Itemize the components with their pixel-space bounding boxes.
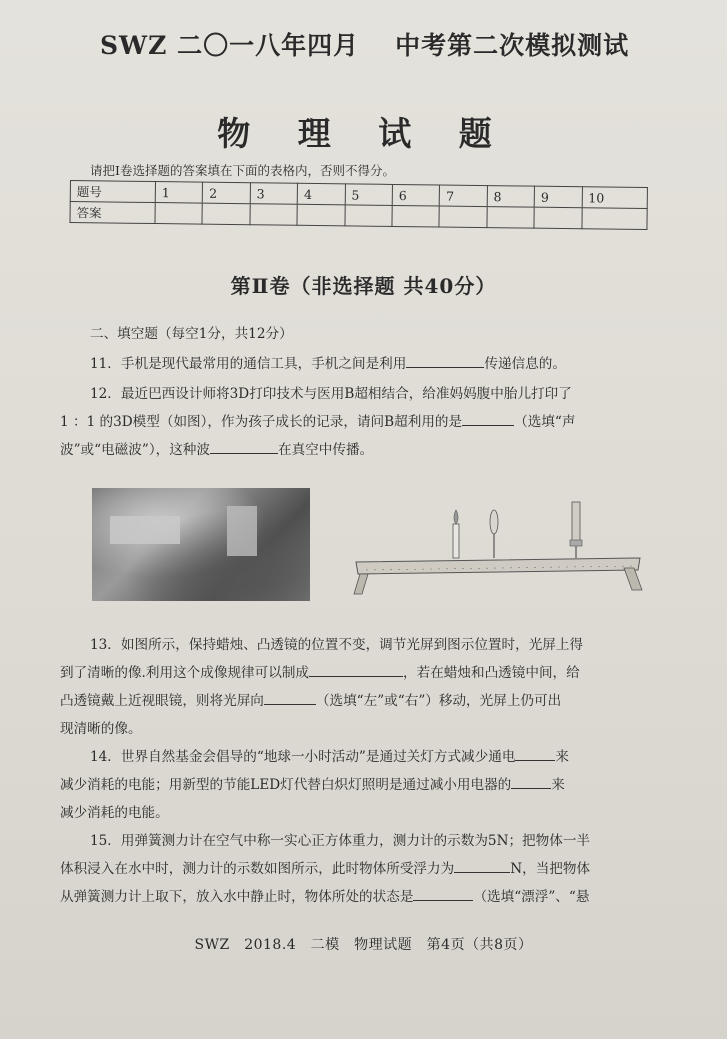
- answer-cell[interactable]: [581, 208, 647, 230]
- question-number-cell: 4: [297, 183, 345, 205]
- blank-15a[interactable]: [454, 860, 510, 873]
- 3d-model-photo: [92, 488, 310, 601]
- section-title: 第Ⅱ卷（非选择题 共40分）: [230, 274, 497, 298]
- row-label-number: 题号: [70, 181, 155, 203]
- answer-cell[interactable]: [250, 204, 298, 226]
- answer-table: [69, 180, 647, 230]
- optical-bench-figure: [352, 500, 644, 600]
- question-14-line2: 减少消耗的电能；用新型的节能LED灯代替白炽灯照明是通过减小用电器的 来: [60, 777, 565, 793]
- blank-13a[interactable]: [309, 664, 403, 677]
- header-left: SWZ 二〇一八年四月: [100, 31, 360, 60]
- question-number-cell: 5: [345, 184, 393, 206]
- question-13-line2: 到了清晰的像.利用这个成像规律可以制成 ，若在蜡烛和凸透镜中间，给: [60, 665, 580, 681]
- page-title: 物 理 试 题: [217, 114, 510, 153]
- question-15-line1: 15．用弹簧测力计在空气中称一实心正方体重力，测力计的示数为5N；把物体一半: [90, 833, 591, 849]
- row-label-answer: 答案: [70, 202, 155, 224]
- question-number-cell: 7: [440, 185, 488, 207]
- answer-cell[interactable]: [155, 203, 203, 225]
- question-15-line2: 体积浸入在水中时，测力计的示数如图所示，此时物体所受浮力为 N，当把物体: [60, 861, 591, 877]
- answer-cell[interactable]: [345, 205, 393, 227]
- blank-14b[interactable]: [511, 776, 551, 789]
- answer-cell[interactable]: [392, 205, 440, 227]
- question-number-cell: 2: [203, 182, 251, 204]
- blank-12a[interactable]: [462, 413, 514, 426]
- question-13-line1: 13．如图所示，保持蜡烛、凸透镜的位置不变，调节光屏到图示位置时，光屏上得: [90, 637, 584, 653]
- answer-cell[interactable]: [439, 206, 487, 228]
- question-12-line1: 12．最近巴西设计师将3D打印技术与医用B超相结合，给准妈妈腹中胎儿打印了: [90, 386, 572, 402]
- question-number-cell: 1: [155, 182, 203, 204]
- question-14-line1: 14．世界自然基金会倡导的“地球一小时活动”是通过关灯方式减少通电 来: [90, 749, 570, 765]
- question-number-cell: 6: [392, 184, 440, 206]
- answer-cell[interactable]: [534, 207, 582, 229]
- question-11: 11．手机是现代最常用的通信工具，手机之间是利用 传递信息的。: [90, 356, 566, 372]
- question-12-line2: 1 ：1 的3D模型（如图），作为孩子成长的记录，请问B超利用的是 （选填“声: [60, 414, 576, 430]
- page-footer: SWZ 2018.4 二模 物理试题 第4页（共8页）: [194, 937, 533, 953]
- question-13-line3: 凸透镜戴上近视眼镜，则将光屏向 （选填“左”或“右”）移动，光屏上仍可出: [60, 693, 562, 709]
- exam-header: [100, 26, 660, 62]
- question-12-line3: 波”或“电磁波”），这种波 在真空中传播。: [60, 442, 374, 458]
- question-number-cell: 8: [487, 186, 535, 208]
- header-right: 中考第二次模拟测试: [395, 31, 630, 60]
- blank-15b[interactable]: [413, 888, 473, 901]
- question-number-cell: 9: [534, 186, 582, 208]
- answer-cell[interactable]: [202, 203, 250, 225]
- question-number-cell: 10: [582, 187, 648, 209]
- blank-13b[interactable]: [264, 692, 316, 705]
- blank-11[interactable]: [406, 355, 484, 368]
- answer-cell[interactable]: [297, 204, 345, 226]
- instruction-text: 请把Ⅰ卷选择题的答案填在下面的表格内，否则不得分。: [90, 163, 395, 178]
- question-13-line4: 现清晰的像。: [60, 721, 142, 737]
- answer-cell[interactable]: [487, 207, 535, 229]
- blank-14a[interactable]: [515, 748, 555, 761]
- part-heading: 二、填空题（每空1分，共12分）: [90, 326, 293, 342]
- question-15-line3: 从弹簧测力计上取下，放入水中静止时，物体所处的状态是 （选填“漂浮”、“悬: [60, 889, 590, 905]
- question-14-line3: 减少消耗的电能。: [60, 805, 169, 821]
- question-number-cell: 3: [250, 183, 298, 205]
- blank-12b[interactable]: [210, 441, 278, 454]
